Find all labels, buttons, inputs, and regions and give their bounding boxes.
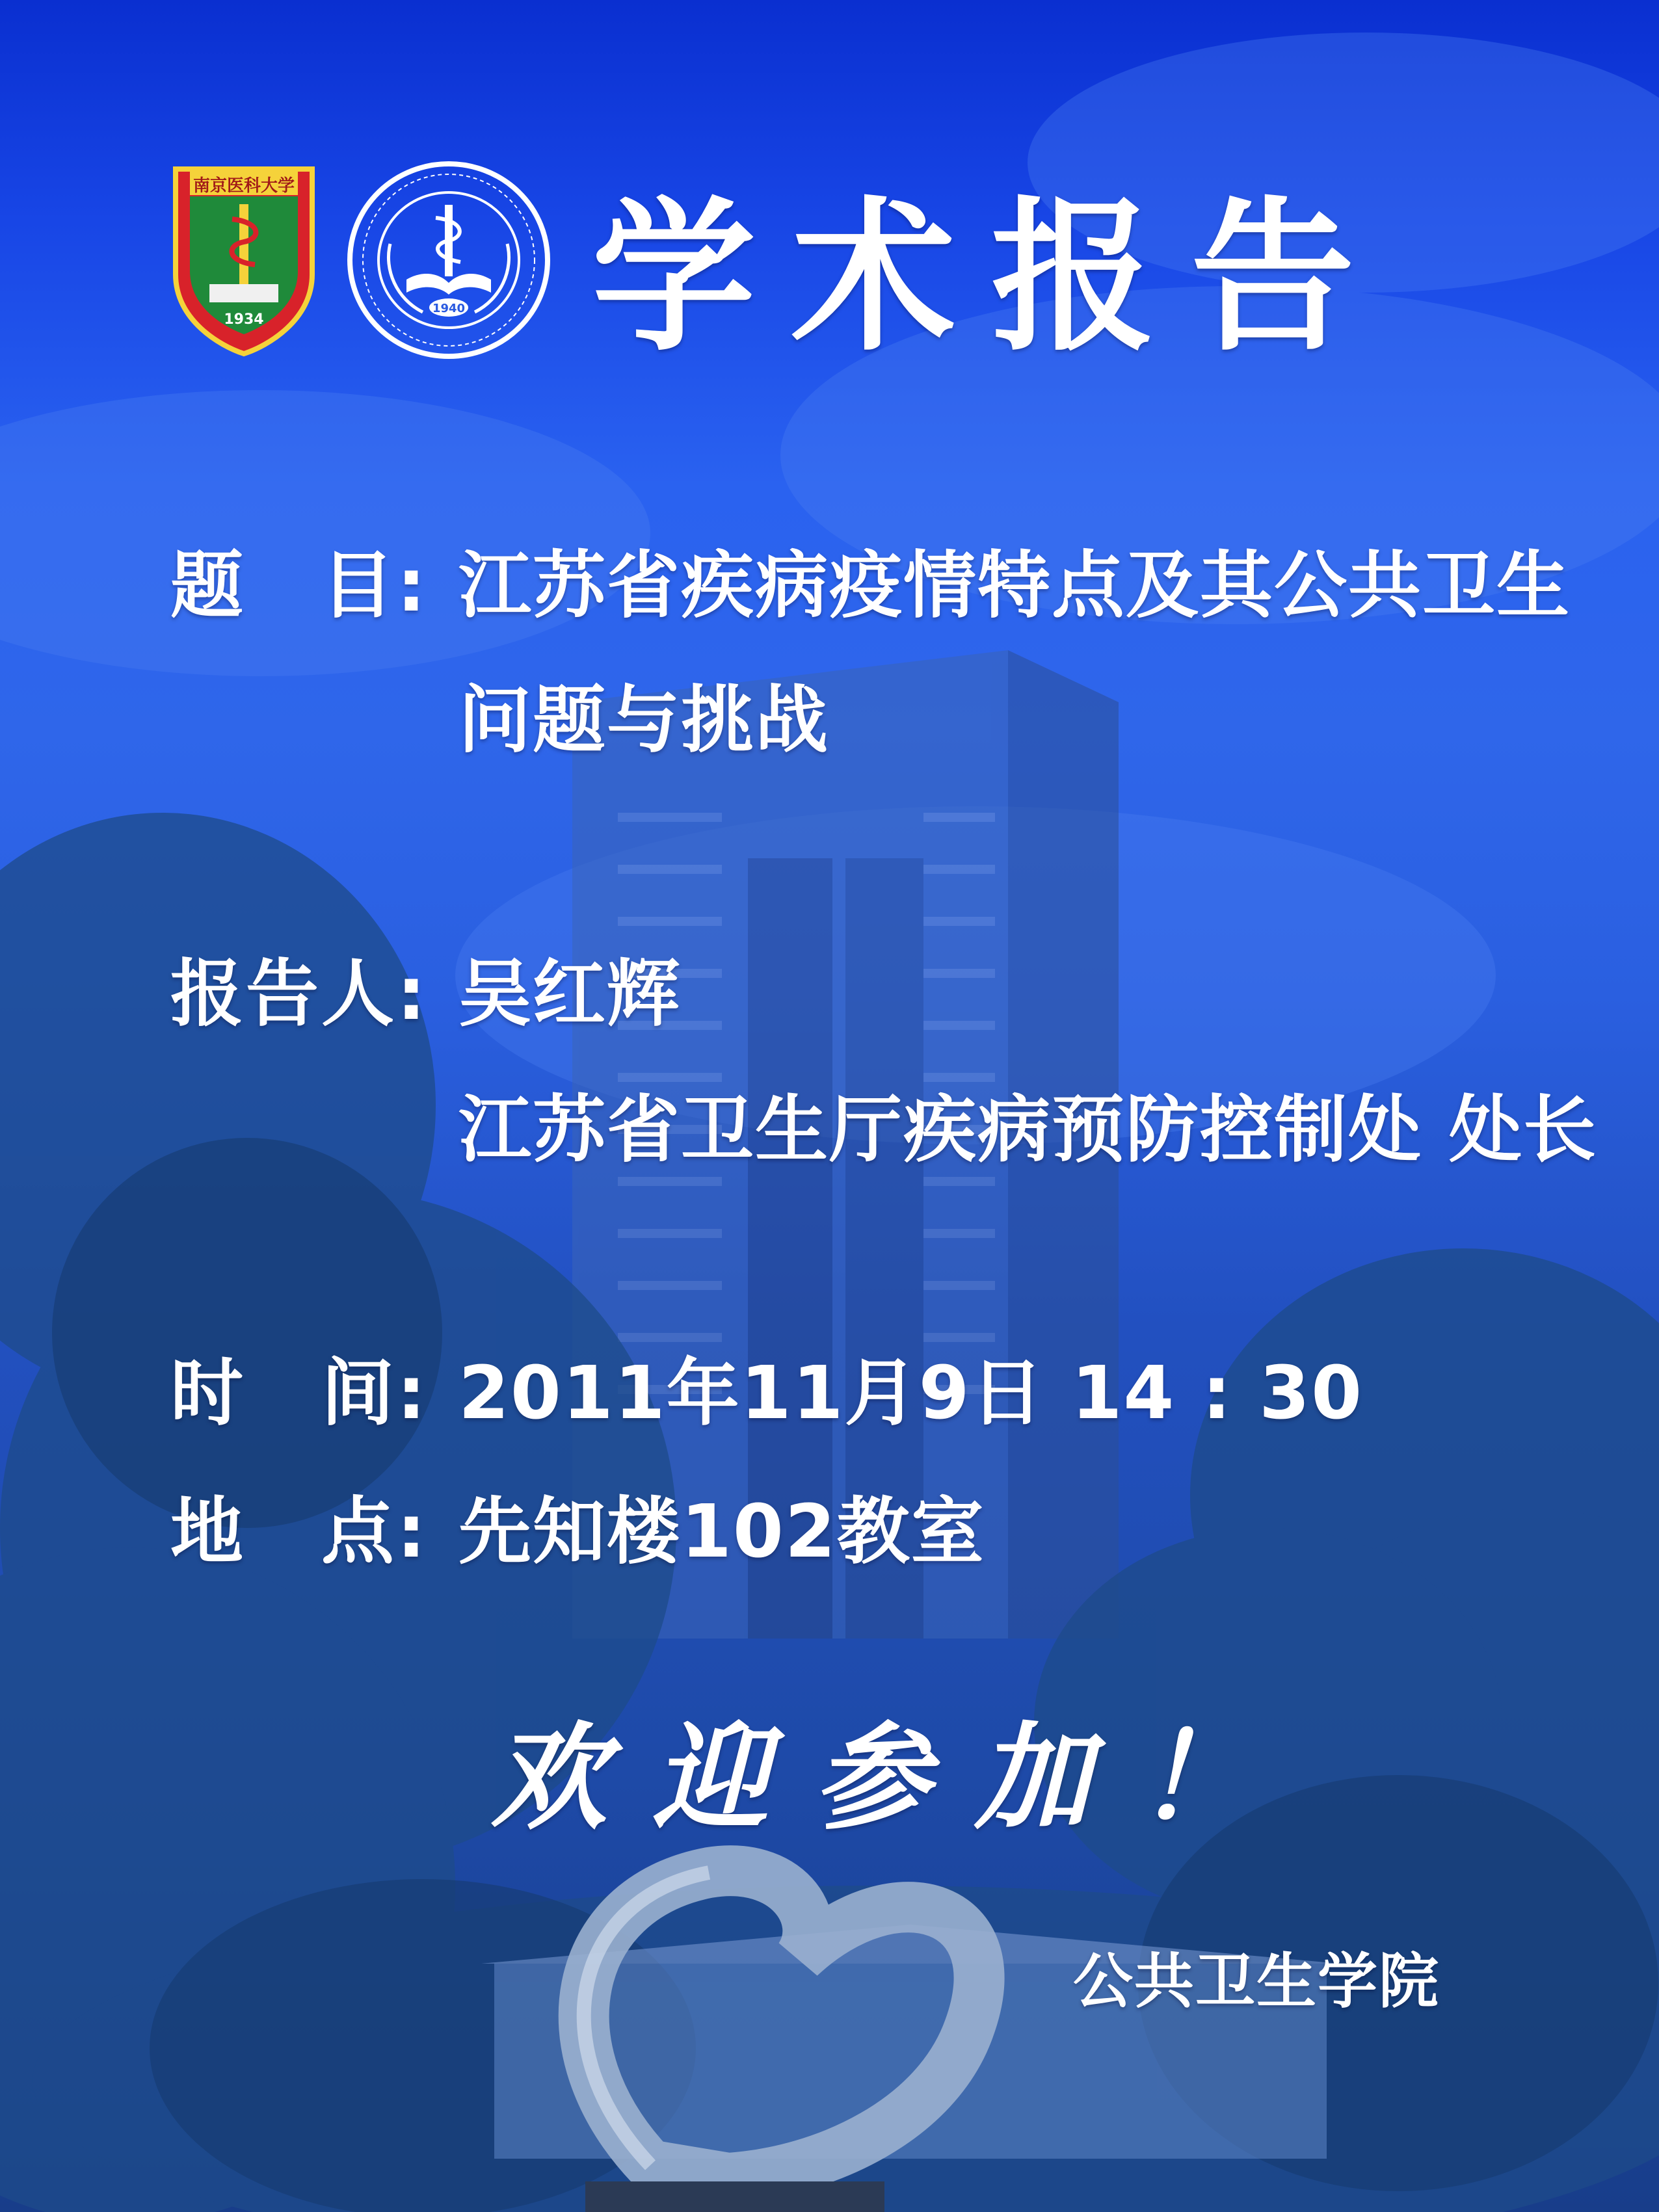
poster-title: 学术报告 <box>592 181 1391 373</box>
organizer-name: 公共卫生学院 <box>1073 1947 1440 2016</box>
welcome-text: 欢迎参加！ <box>491 1709 1297 1845</box>
speaker-affiliation: 江苏省卫生厅疾病预防控制处 处长 <box>458 1088 1597 1172</box>
logo-university-name: 南京医科大学 <box>192 176 295 196</box>
topic-label: 题 目: <box>170 544 429 628</box>
speaker-label: 报告人: <box>170 952 429 1036</box>
school-of-public-health-seal <box>345 159 553 361</box>
nanjing-medical-university-logo <box>170 164 317 359</box>
logo-university-year: 1934 <box>224 311 264 328</box>
logo-school-year: 1940 <box>432 302 466 315</box>
place-label: 地 点: <box>170 1490 429 1574</box>
topic-line-1: 江苏省疾病疫情特点及其公共卫生 <box>458 544 1571 628</box>
time-value: 2011年11月9日 14 : 30 <box>458 1351 1363 1436</box>
speaker-name: 吴红辉 <box>458 952 681 1036</box>
time-label: 时 间: <box>170 1351 429 1436</box>
topic-line-2: 问题与挑战 <box>458 678 829 763</box>
place-value: 先知楼102教室 <box>458 1490 985 1574</box>
